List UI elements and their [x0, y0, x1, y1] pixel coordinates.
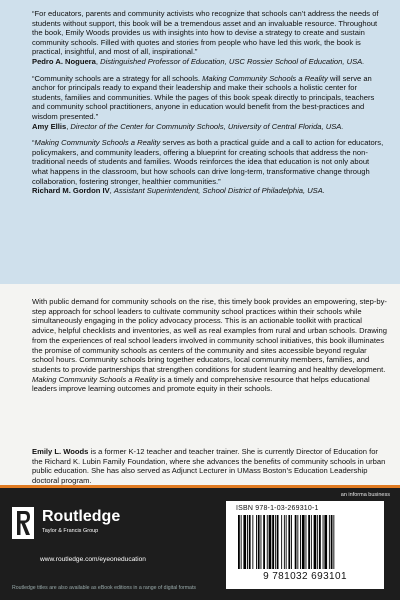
endorsement-quote: “Community schools are a strategy for all schools. Making Community Schools a Reality will serve an anchor for principals ready to expand their leadership and make their schools a holistic center for students, families and communities. While the pages of this book speak directly to principals, teachers and community school practitioners, anyone in education would benefit from the best-practices and wisdom presented.”	[32, 73, 375, 121]
barcode-digits: 9 781032 693101	[263, 571, 347, 582]
informa-tagline: an informa business	[340, 492, 390, 498]
endorsement	[32, 9, 386, 67]
publisher-group: Taylor & Francis Group	[42, 528, 99, 534]
endorsement-quote: “For educators, parents and community activists who recognize that schools can’t address the needs of students without support, this book will be a tremendous asset and an invaluable resource. Throughout the book, Emily Woods provides us with insights into how to devise a strategy to create and sustain community schools. Filled with quotes and stories from people who have led this work, the book is practical, insightful, and most of all, inspirational.”	[32, 9, 379, 57]
endorser-name: Pedro A. Noguera	[32, 56, 96, 66]
endorsements-panel	[0, 0, 400, 284]
endorsement-attribution: Richard M. Gordon IV, Assistant Superintendent, School District of Philadelphia, USA.	[32, 186, 325, 196]
endorser-name: Richard M. Gordon IV	[32, 186, 110, 196]
endorser-title: Distinguished Professor of Education, USC Rossier School of Education, USA.	[100, 56, 365, 66]
endorsement-attribution: Amy Ellis, Director of the Center for Community Schools, University of Central Florida, USA.	[32, 121, 344, 131]
routledge-r-icon	[12, 507, 34, 539]
author-bio-text: is a former K-12 teacher and teacher trainer. She is currently Director of Education for the Richard K. Lubin Family Foundation, where she advances the benefits of community schools in urban public education. She has also served as Adjunct Lecturer in UMass Boston’s Education Leadership doctoral program.	[32, 447, 386, 486]
isbn-label: ISBN 978-1-03-269310-1	[236, 505, 319, 512]
publisher-name: Routledge	[42, 508, 121, 525]
ebook-note: Routledge titles are also available as eBook editions in a range of digital formats	[12, 585, 196, 591]
publisher-footer	[0, 485, 400, 600]
endorsement	[32, 74, 386, 132]
publisher-url[interactable]: www.routledge.com/eyeoneducation	[40, 556, 146, 563]
author-name: Emily L. Woods	[32, 447, 89, 456]
author-bio	[32, 447, 388, 486]
endorser-title: Director of the Center for Community Schools, University of Central Florida, USA.	[70, 121, 344, 131]
endorsement-quote: “Making Community Schools a Reality serves as both a practical guide and a call to action for educators, policymakers, and community leaders, offering a blueprint for creating schools that address the non-traditional needs of students and families. Woods reinforces the idea that education is not only about what happens in the classroom, but how schools can drive long-term, transformative change through collaboration, fostering stronger, healthier communities.”	[32, 138, 384, 186]
endorser-name: Amy Ellis	[32, 121, 67, 131]
endorsement-attribution: Pedro A. Noguera, Distinguished Professor of Education, USC Rossier School of Education, USA.	[32, 56, 365, 66]
endorsement	[32, 138, 386, 196]
publisher-logo	[12, 505, 182, 545]
book-description: With public demand for community schools on the rise, this timely book provides an empowering, step-by-step approach for school leaders to cultivate community school practices within their schools while simultaneously engaging in the policy advocacy process. This is an actionable toolkit with practical advice, helpful checklists and inventories, as well as real examples from rural and urban schools. Drawing from the experiences of real school leaders involved in community school initiatives, this book illuminates the promise of community schools as centers of the community and sites accessible beyond regular school hours. Community schools bring together educators, local community members, families, and students to provide partnerships that strengthen conditions for student learning and healthy development. Making Community Schools a Reality is a timely and comprehensive resource that helps educational leaders improve learning outcomes and promote equity in their schools.	[32, 297, 387, 394]
accent-rule	[0, 485, 400, 488]
endorser-title: Assistant Superintendent, School District of Philadelphia, USA.	[113, 186, 325, 196]
barcode-bars	[236, 515, 376, 569]
isbn-barcode	[226, 501, 384, 589]
